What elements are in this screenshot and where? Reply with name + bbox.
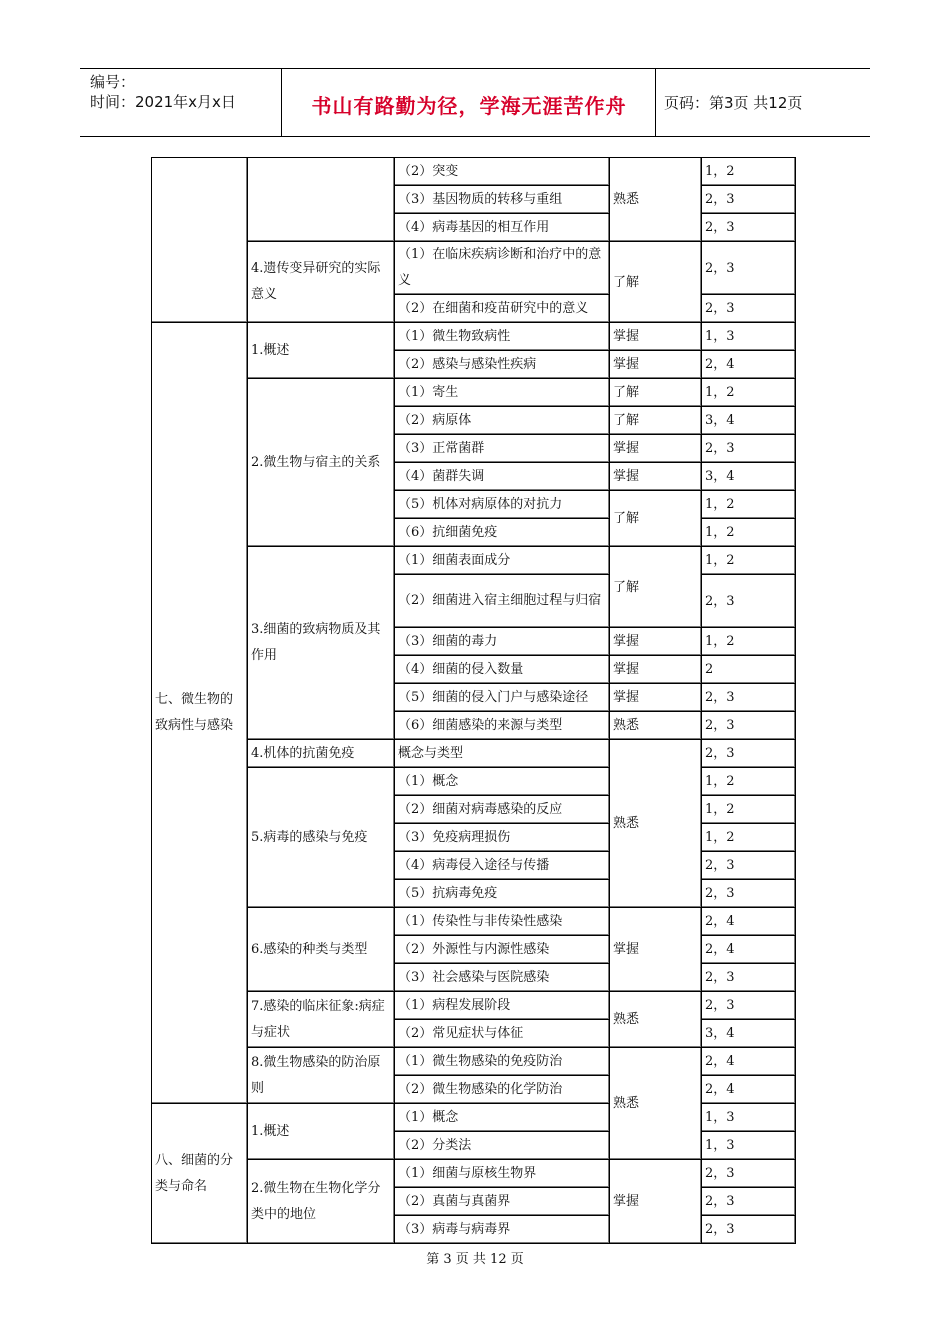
section-cell: 1.概述 [248, 1104, 395, 1160]
chapter-cell [152, 158, 248, 323]
unit-cell: 2，3 [702, 1216, 796, 1244]
header-left-block [90, 72, 236, 112]
unit-cell: 2，3 [702, 852, 796, 880]
item-cell: （1）细菌与原核生物界 [395, 1160, 610, 1188]
item-cell: （4）菌群失调 [395, 463, 610, 491]
section-cell: 4.机体的抗菌免疫 [248, 740, 395, 768]
header-motto: 书山有路勤为径，学海无涯苦作舟 [311, 94, 627, 118]
level-cell: 掌握 [610, 1160, 702, 1244]
page-footer: 第 3 页 共 12 页 [426, 1252, 524, 1267]
item-cell: （2）外源性与内源性感染 [395, 936, 610, 964]
item-cell: （4）病毒基因的相互作用 [395, 214, 610, 242]
level-cell: 熟悉 [610, 1048, 702, 1160]
unit-cell: 1，3 [702, 323, 796, 351]
level-cell: 了解 [610, 491, 702, 547]
item-cell: （6）抗细菌免疫 [395, 519, 610, 547]
unit-cell: 2，4 [702, 908, 796, 936]
level-cell: 了解 [610, 242, 702, 323]
header-top-rule [80, 68, 870, 69]
table-row [152, 158, 796, 186]
unit-cell: 2，3 [702, 964, 796, 992]
level-cell: 掌握 [610, 323, 702, 351]
level-cell: 掌握 [610, 656, 702, 684]
unit-cell: 1，2 [702, 824, 796, 852]
unit-cell: 3，4 [702, 407, 796, 435]
item-cell: （2）病原体 [395, 407, 610, 435]
unit-cell: 3，4 [702, 463, 796, 491]
unit-cell: 2，4 [702, 351, 796, 379]
table-row [152, 323, 796, 351]
item-cell: （1）病程发展阶段 [395, 992, 610, 1020]
unit-cell: 2，4 [702, 1048, 796, 1076]
section-cell [248, 158, 395, 242]
table-row [152, 740, 796, 768]
section-cell: 6.感染的种类与类型 [248, 908, 395, 992]
item-cell: （2）细菌进入宿主细胞过程与归宿 [395, 575, 610, 628]
item-cell: （1）传染性与非传染性感染 [395, 908, 610, 936]
item-cell: （1）细菌表面成分 [395, 547, 610, 575]
unit-cell: 2，3 [702, 575, 796, 628]
unit-cell: 2，3 [702, 880, 796, 908]
level-cell: 熟悉 [610, 740, 702, 908]
section-cell: 1.概述 [248, 323, 395, 379]
level-cell: 掌握 [610, 908, 702, 992]
item-cell: （2）分类法 [395, 1132, 610, 1160]
item-cell: （3）免疫病理损伤 [395, 824, 610, 852]
unit-cell: 2，3 [702, 1188, 796, 1216]
item-cell: （2）细菌对病毒感染的反应 [395, 796, 610, 824]
item-cell: （3）社会感染与医院感染 [395, 964, 610, 992]
level-cell: 熟悉 [610, 712, 702, 740]
chapter-cell: 七、微生物的致病性与感染 [152, 323, 248, 1104]
level-cell: 掌握 [610, 435, 702, 463]
item-cell: （5）机体对病原体的对抗力 [395, 491, 610, 519]
unit-cell: 1，2 [702, 379, 796, 407]
item-cell: （1）在临床疾病诊断和治疗中的意义 [395, 242, 610, 295]
unit-cell: 1，2 [702, 519, 796, 547]
level-cell: 熟悉 [610, 992, 702, 1048]
unit-cell: 2，3 [702, 242, 796, 295]
item-cell: （2）真菌与真菌界 [395, 1188, 610, 1216]
item-cell: （4）病毒侵入途径与传播 [395, 852, 610, 880]
item-cell: （1）寄生 [395, 379, 610, 407]
section-cell: 5.病毒的感染与免疫 [248, 768, 395, 908]
level-cell: 掌握 [610, 628, 702, 656]
item-cell: （3）细菌的毒力 [395, 628, 610, 656]
item-cell: （5）细菌的侵入门户与感染途径 [395, 684, 610, 712]
unit-cell: 2，3 [702, 684, 796, 712]
item-cell: （4）细菌的侵入数量 [395, 656, 610, 684]
unit-cell: 2，3 [702, 214, 796, 242]
doc-time-label: 时间：2021年x月x日 [90, 93, 236, 111]
item-cell: （2）微生物感染的化学防治 [395, 1076, 610, 1104]
header-divider [281, 68, 282, 137]
unit-cell: 1，2 [702, 628, 796, 656]
item-cell: （1）微生物致病性 [395, 323, 610, 351]
unit-cell: 2，3 [702, 435, 796, 463]
section-cell: 2.微生物与宿主的关系 [248, 379, 395, 547]
level-cell: 掌握 [610, 463, 702, 491]
item-cell: （6）细菌感染的来源与类型 [395, 712, 610, 740]
item-cell: （5）抗病毒免疫 [395, 880, 610, 908]
table-row [152, 379, 796, 407]
unit-cell: 1，2 [702, 158, 796, 186]
unit-cell: 2，3 [702, 992, 796, 1020]
table-row [152, 908, 796, 936]
unit-cell: 3，4 [702, 1020, 796, 1048]
unit-cell: 2，3 [702, 740, 796, 768]
item-cell: （1）概念 [395, 768, 610, 796]
section-cell: 3.细菌的致病物质及其作用 [248, 547, 395, 740]
unit-cell: 2，3 [702, 712, 796, 740]
chapter-cell: 八、细菌的分类与命名 [152, 1104, 248, 1244]
level-cell: 了解 [610, 379, 702, 407]
item-cell: （1）概念 [395, 1104, 610, 1132]
header-page-number: 页码：第3页 共12页 [664, 94, 803, 112]
unit-cell: 2，4 [702, 936, 796, 964]
item-cell: （2）感染与感染性疾病 [395, 351, 610, 379]
unit-cell: 2，3 [702, 186, 796, 214]
unit-cell: 1，2 [702, 768, 796, 796]
item-cell: （2）常见症状与体征 [395, 1020, 610, 1048]
unit-cell: 2，4 [702, 1076, 796, 1104]
item-cell: （3）基因物质的转移与重组 [395, 186, 610, 214]
item-cell: 概念与类型 [395, 740, 610, 768]
unit-cell: 1，3 [702, 1104, 796, 1132]
table-row [152, 547, 796, 575]
unit-cell: 1，2 [702, 491, 796, 519]
item-cell: （2）突变 [395, 158, 610, 186]
table-row [152, 242, 796, 295]
header-divider [655, 68, 656, 137]
unit-cell: 1，2 [702, 796, 796, 824]
table-row [152, 1048, 796, 1076]
table-row [152, 1160, 796, 1188]
unit-cell: 2，3 [702, 295, 796, 323]
unit-cell: 1，2 [702, 547, 796, 575]
item-cell: （1）微生物感染的免疫防治 [395, 1048, 610, 1076]
header-bottom-rule [80, 136, 870, 137]
section-cell: 8.微生物感染的防治原则 [248, 1048, 395, 1104]
item-cell: （2）在细菌和疫苗研究中的意义 [395, 295, 610, 323]
item-cell: （3）病毒与病毒界 [395, 1216, 610, 1244]
level-cell: 了解 [610, 407, 702, 435]
section-cell: 7.感染的临床征象:病症与症状 [248, 992, 395, 1048]
item-cell: （3）正常菌群 [395, 435, 610, 463]
syllabus-table [151, 157, 796, 1244]
unit-cell: 2 [702, 656, 796, 684]
unit-cell: 2，3 [702, 1160, 796, 1188]
doc-code-label: 编号： [90, 73, 136, 91]
level-cell: 掌握 [610, 684, 702, 712]
level-cell: 熟悉 [610, 158, 702, 242]
section-cell: 4.遗传变异研究的实际意义 [248, 242, 395, 323]
level-cell: 了解 [610, 547, 702, 628]
section-cell: 2.微生物在生物化学分类中的地位 [248, 1160, 395, 1244]
level-cell: 掌握 [610, 351, 702, 379]
table-row [152, 992, 796, 1020]
unit-cell: 1，3 [702, 1132, 796, 1160]
